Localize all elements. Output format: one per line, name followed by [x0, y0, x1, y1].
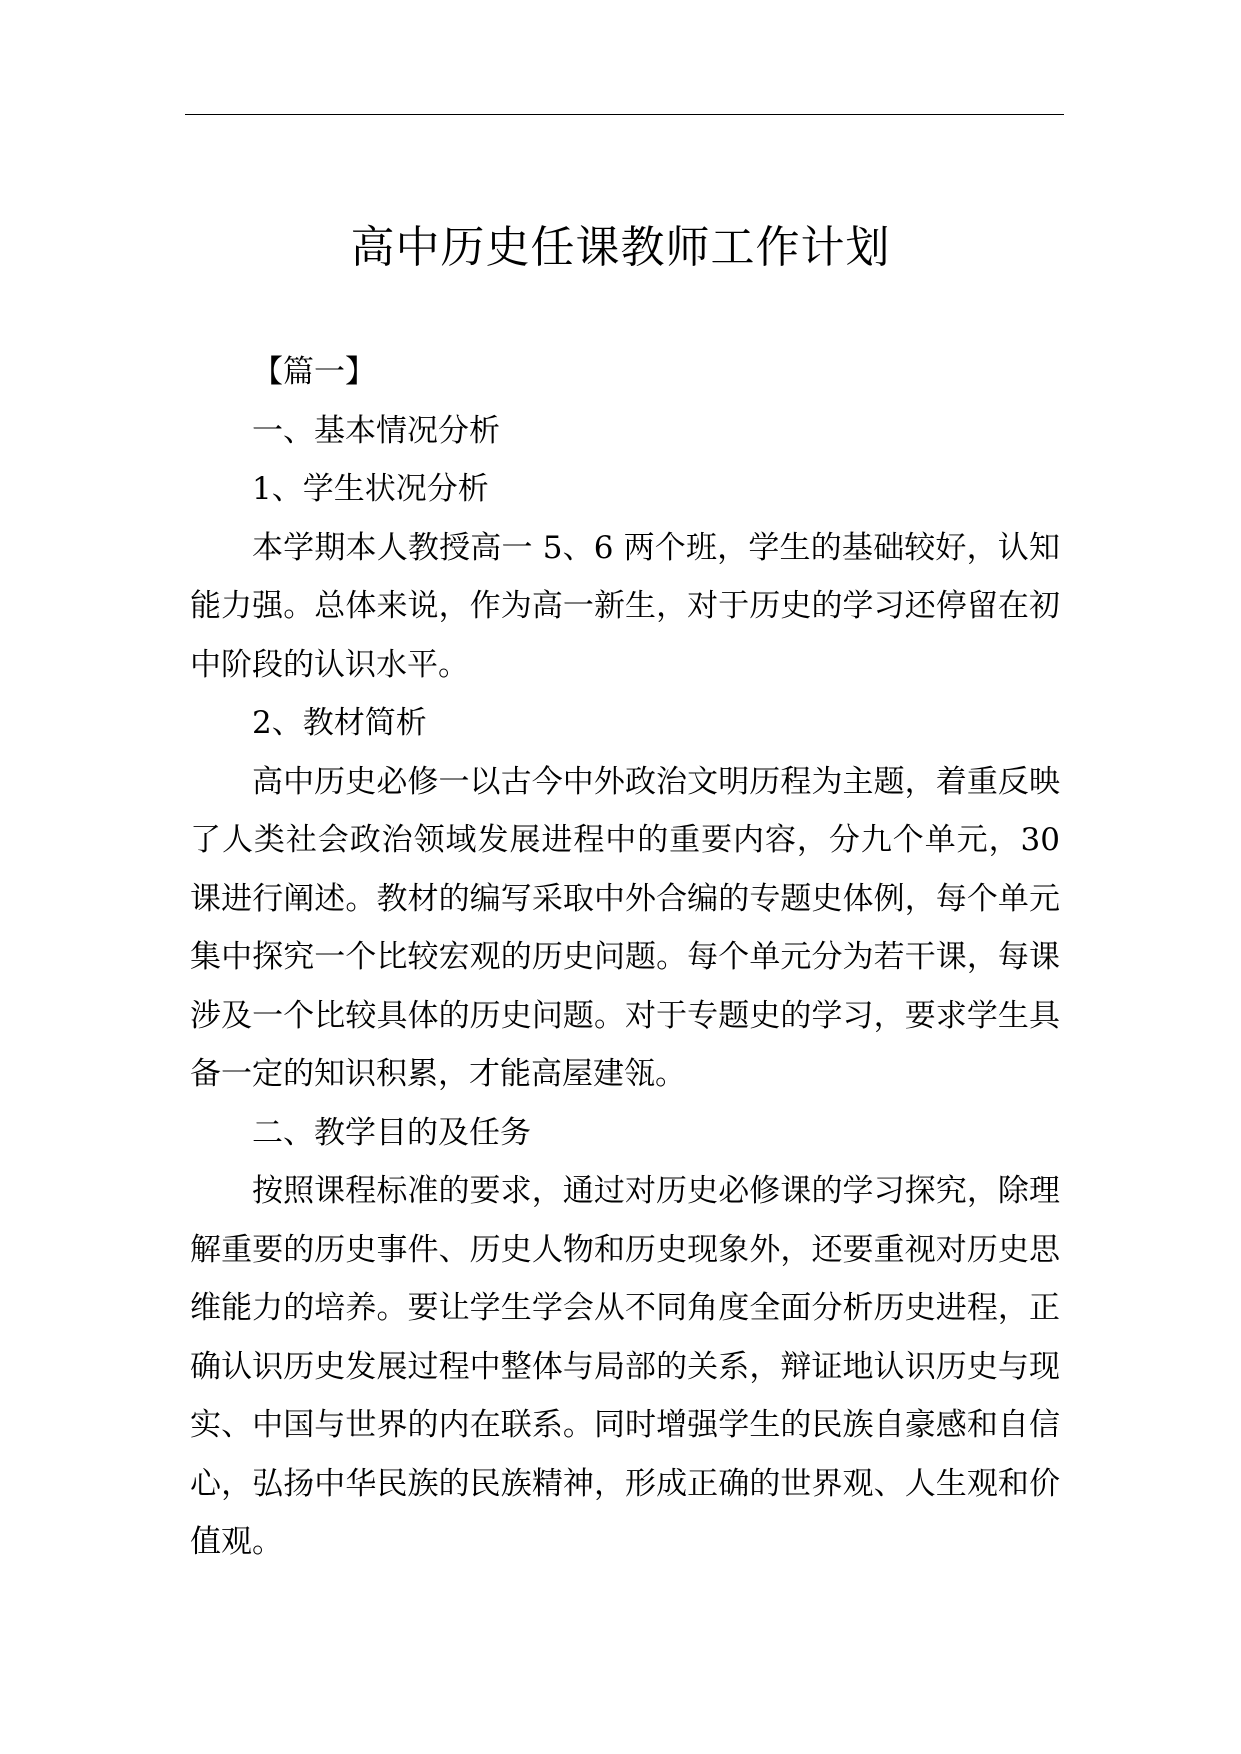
subheading-textbook-analysis: 2、教材简析	[252, 705, 427, 741]
section-heading-basic-analysis: 一、基本情况分析	[252, 412, 500, 449]
paragraph-textbook-analysis: 高中历史必修一以古今中外政治文明历程为主题，着重反映了人类社会政治领域发展进程中的重要内容，分九个单元，30 课进行阐述。教材的编写采取中外合编的专题史体例，每个单元集中探究一个比较宏观的历史问题。每个单元分为若干课，每课涉及一个比较具体的历史问题。对于专题史的学习，要求学生具备一定的知识积累，才能高屋建瓴。	[190, 763, 1060, 1092]
paragraph-student-analysis: 本学期本人教授高一 5、6 两个班，学生的基础较好，认知能力强。总体来说，作为高一新生，对于历史的学习还停留在初中阶段的认识水平。	[190, 529, 1060, 683]
paragraph-teaching-goals: 按照课程标准的要求，通过对历史必修课的学习探究，除理解重要的历史事件、历史人物和历史现象外，还要重视对历史思维能力的培养。要让学生学会从不同角度全面分析历史进程，正确认识历史发展过程中整体与局部的关系，辩证地认识历史与现实、中国与世界的内在联系。同时增强学生的民族自豪感和自信心，弘扬中华民族的民族精神，形成正确的世界观、人生观和价值观。	[190, 1173, 1060, 1560]
subheading-student-analysis: 1、学生状况分析	[252, 471, 489, 507]
header-rule	[185, 114, 1064, 115]
section-label-pian-yi: 【篇一】	[252, 354, 376, 390]
document-body	[190, 343, 1060, 1572]
section-heading-teaching-goals: 二、教学目的及任务	[252, 1114, 531, 1151]
document-title: 高中历史任课教师工作计划	[350, 222, 891, 273]
